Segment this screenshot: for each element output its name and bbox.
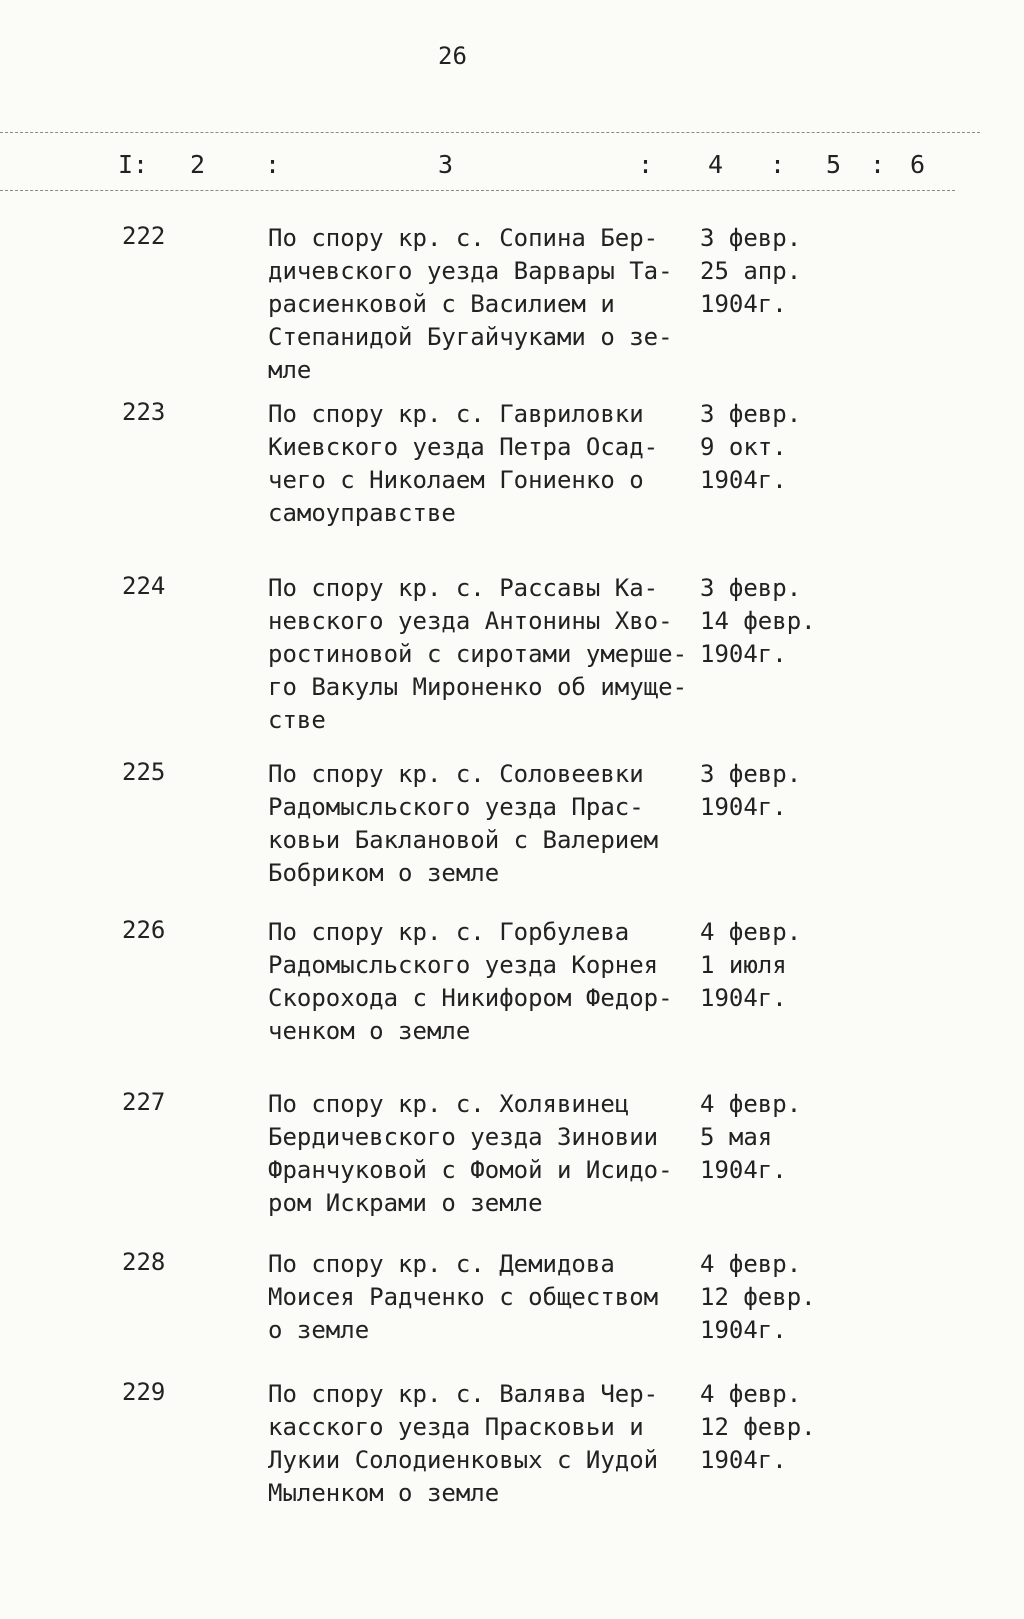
entry-dates: 3 февр. 14 февр. 1904г. (700, 574, 816, 668)
entry-description: По спору кр. с. Холявинец Бердичевского уезда Зиновии Франчуковой с Фомой и Исидо- ром Искрами о земле (268, 1090, 673, 1217)
header-rule (0, 190, 955, 191)
header-col-3: 3 (438, 150, 454, 179)
header-col-5: 5 (826, 150, 842, 179)
entry-number: 224 (122, 572, 166, 600)
header-col-2: 2 (190, 150, 206, 179)
entry-number: 229 (122, 1378, 166, 1406)
entry-description: По спору кр. с. Валява Чер- касского уезда Прасковьи и Лукии Солодиенковых с Иудой Мыленком о земле (268, 1380, 659, 1507)
entry-description: По спору кр. с. Гавриловки Киевского уезда Петра Осад- чего с Николаем Гониенко о самоуправстве (268, 400, 659, 527)
header-col-4: 4 (708, 150, 724, 179)
entry-dates: 4 февр. 1 июля 1904г. (700, 918, 802, 1012)
entry-dates: 4 февр. 5 мая 1904г. (700, 1090, 802, 1184)
entry-description: По спору кр. с. Рассавы Ка- невского уезда Антонины Хво- ростиновой с сиротами умерше- го Вакулы Мироненко об имуще- стве (268, 574, 688, 734)
page-number: 26 (438, 42, 467, 70)
entry-description: По спору кр. с. Сопина Бер- дичевского уезда Варвары Та- расиенковой с Василием и Степанидой Бугайчуками о зе- мле (268, 224, 673, 384)
entry-number: 227 (122, 1088, 166, 1116)
entry-dates: 3 февр. 9 окт. 1904г. (700, 400, 802, 494)
entry-description: По спору кр. с. Горбулева Радомысльского уезда Корнея Скорохода с Никифором Федор- ченком о земле (268, 918, 673, 1045)
entry-description: По спору кр. с. Соловеевки Радомысльского уезда Прас- ковьи Баклановой с Валерием Бобриком о земле (268, 760, 659, 887)
header-separator: : (870, 150, 886, 179)
entry-dates: 4 февр. 12 февр. 1904г. (700, 1250, 816, 1344)
header-col-1: I: (118, 150, 149, 179)
header-col-6: 6 (910, 150, 926, 179)
entry-dates: 4 февр. 12 февр. 1904г. (700, 1380, 816, 1474)
entry-dates: 3 февр. 1904г. (700, 760, 802, 821)
entry-dates: 3 февр. 25 апр. 1904г. (700, 224, 802, 318)
header-separator: : (638, 150, 654, 179)
entry-number: 222 (122, 222, 166, 250)
entry-number: 226 (122, 916, 166, 944)
header-separator: : (265, 150, 281, 179)
top-rule (0, 132, 980, 133)
entry-number: 225 (122, 758, 166, 786)
table-header (0, 150, 1024, 184)
header-separator: : (770, 150, 786, 179)
entry-number: 223 (122, 398, 166, 426)
entry-number: 228 (122, 1248, 166, 1276)
entry-description: По спору кр. с. Демидова Моисея Радченко с обществом о земле (268, 1250, 659, 1344)
